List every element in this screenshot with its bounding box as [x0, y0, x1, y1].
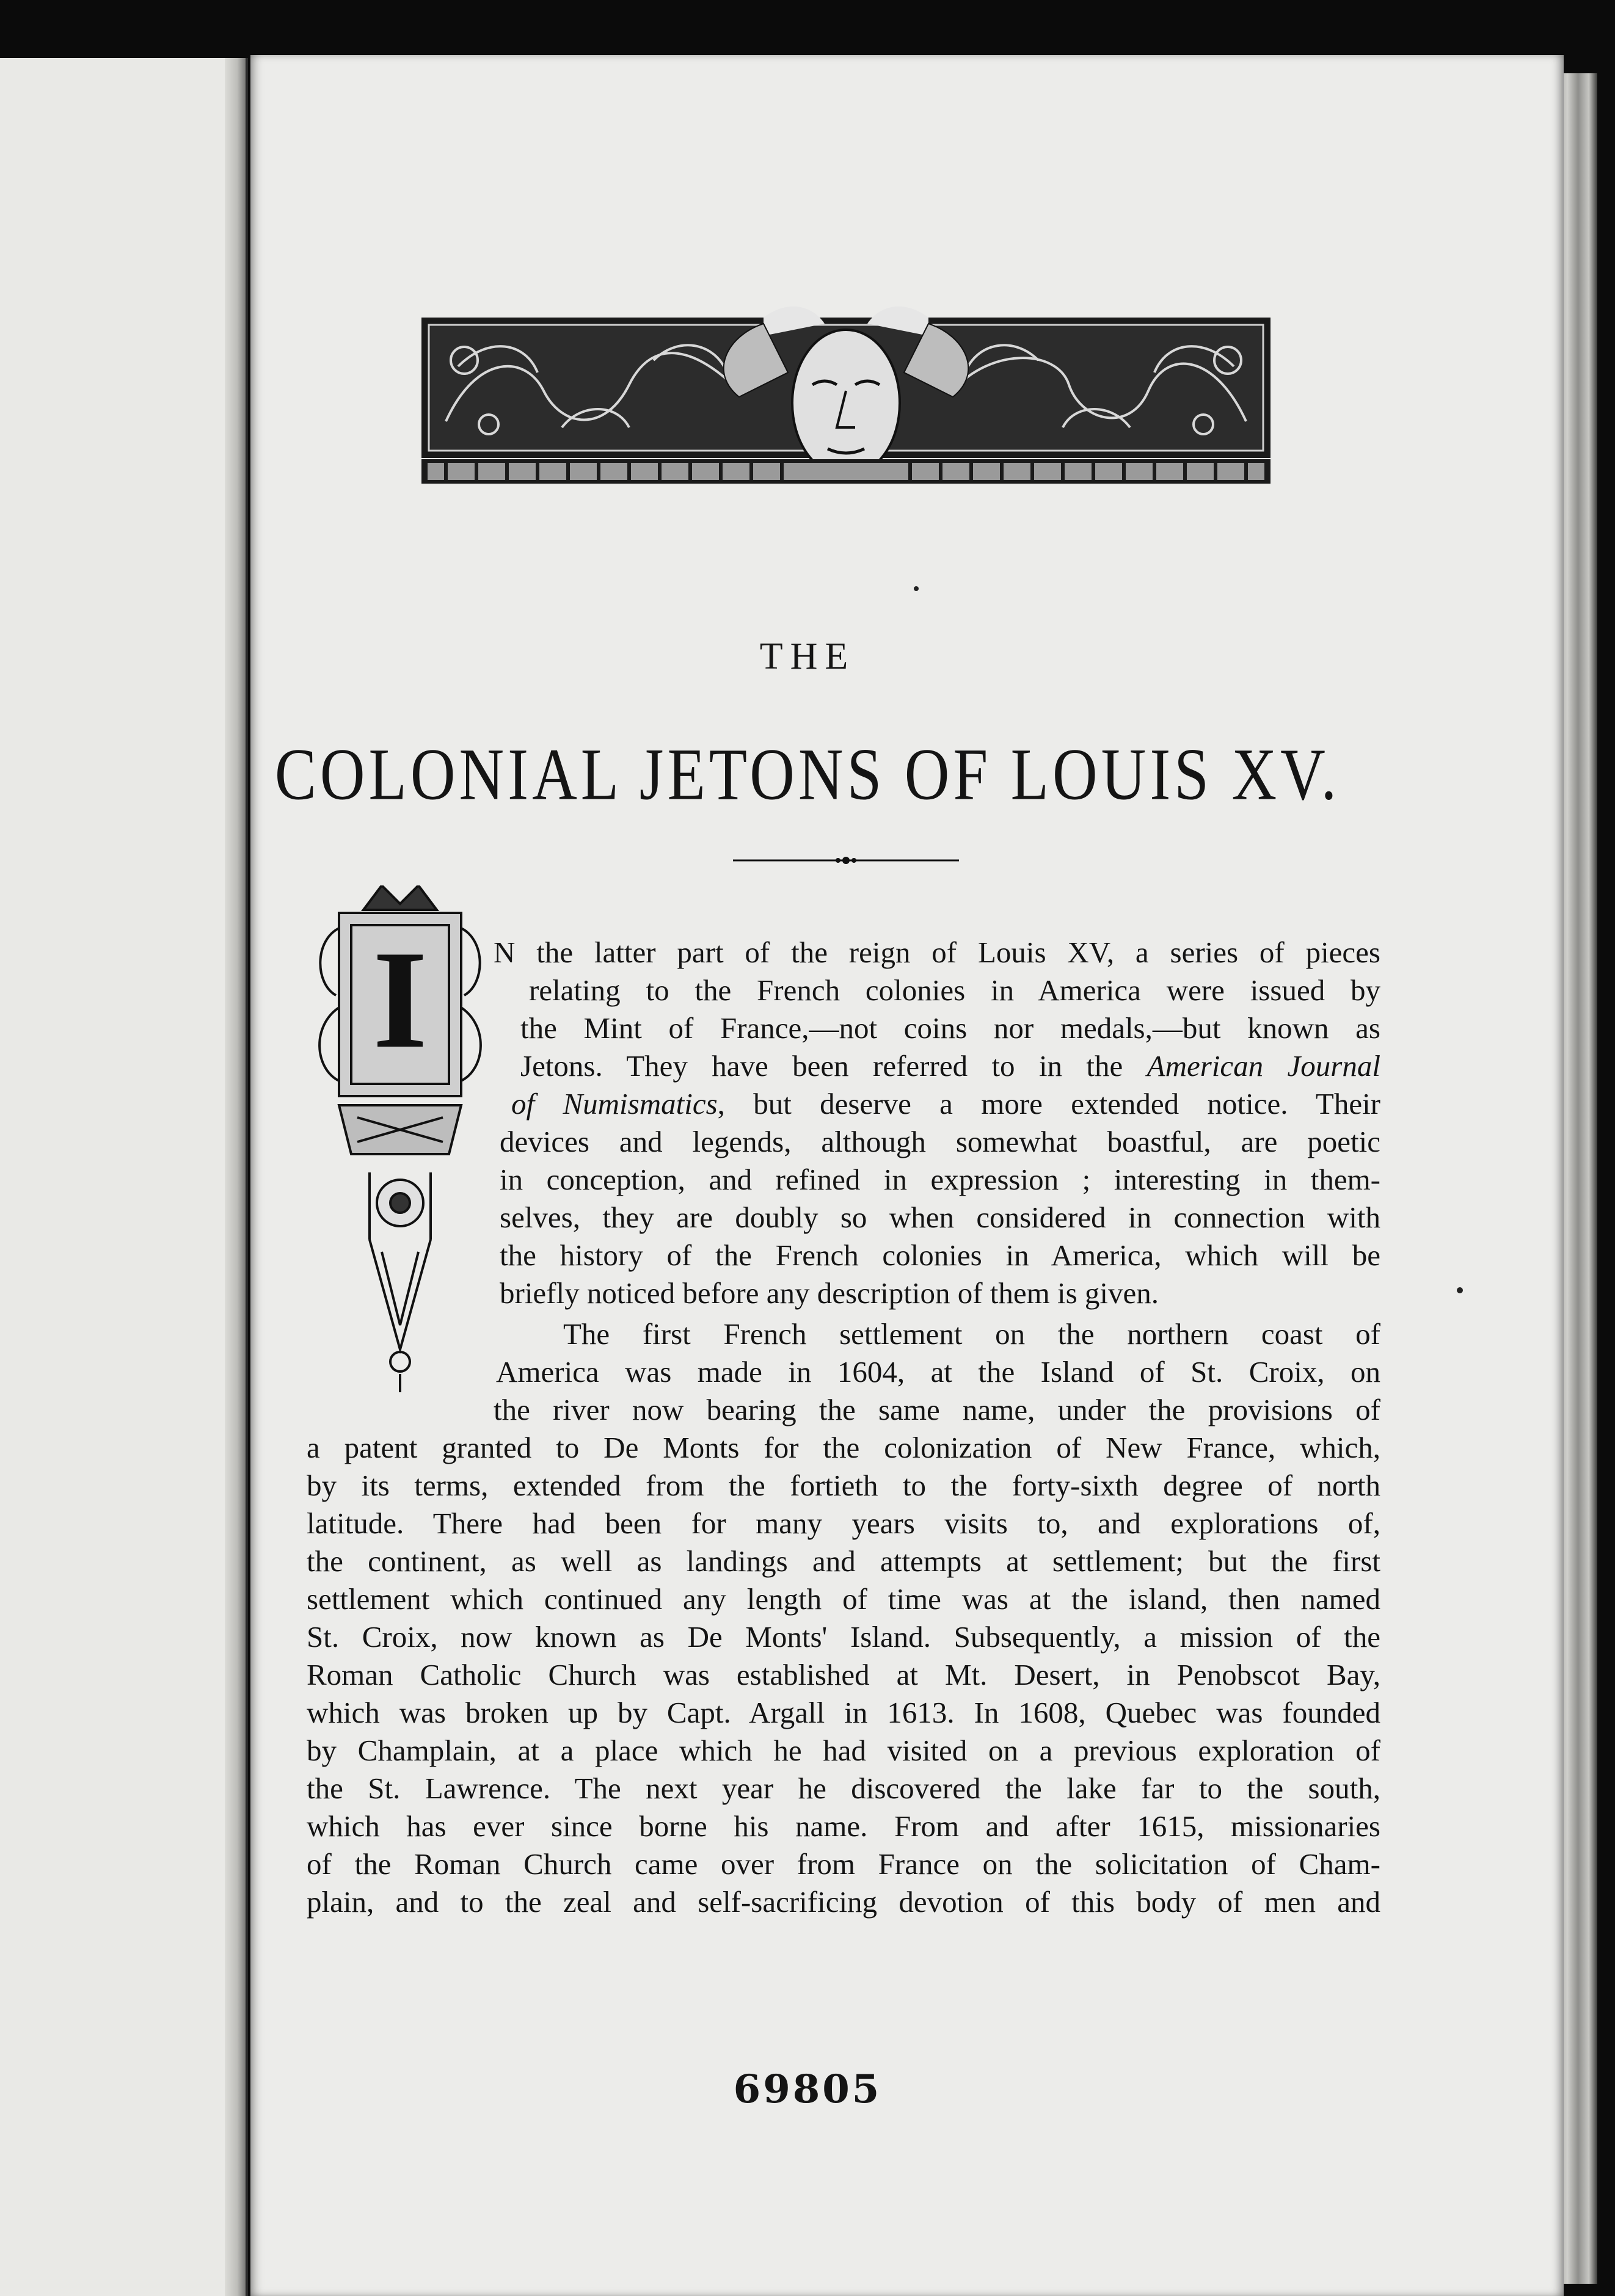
text-line: settlement which continued any length of time was at the island, then named [307, 1582, 1380, 1616]
text-line: the St. Lawrence. The next year he discovered the lake far to the south, [307, 1771, 1380, 1805]
text-line: St. Croix, now known as De Monts' Island. Subsequently, a mission of the [307, 1620, 1380, 1654]
text-line: of the Roman Church came over from France on the solicitation of Cham- [307, 1847, 1380, 1881]
text-line: by its terms, extended from the fortieth to the forty-sixth degree of north [307, 1469, 1380, 1502]
text-line: devices and legends, although somewhat boastful, are poetic [500, 1125, 1380, 1158]
text-line: of Numismatics, but deserve a more extended notice. Their [511, 1087, 1381, 1121]
text-line: latitude. There had been for many years visits to, and explorations of, [307, 1506, 1380, 1540]
text-line: Roman Catholic Church was established at Mt. Desert, in Penobscot Bay, [307, 1658, 1380, 1691]
text-line: in conception, and refined in expression ; interesting in them- [500, 1163, 1380, 1196]
journal-title: American Journal [1147, 1049, 1380, 1083]
ink-speck [914, 586, 919, 591]
text-line: a patent granted to De Monts for the colonization of New France, which, [307, 1431, 1380, 1464]
page-number: 69805 [733, 2066, 882, 2112]
text-line: Jetons. They have been referred to in the American Journal [520, 1049, 1380, 1083]
page-title: COLONIAL JETONS OF LOUIS XV. [274, 734, 1341, 816]
text-line: the continent, as well as landings and attempts at settlement; but the first [307, 1544, 1380, 1578]
pre-title: THE [759, 636, 856, 677]
text-line: by Champlain, at a place which he had visited on a previous exploration of [307, 1734, 1380, 1767]
text-line: N the latter part of the reign of Louis XV, a series of pieces [494, 935, 1380, 969]
drop-cap-ornament [302, 885, 498, 1392]
text-line: the Mint of France,—not coins nor medals,—but known as [520, 1011, 1380, 1045]
ornamental-rule [733, 855, 959, 866]
text-line: plain, and to the zeal and self-sacrificing devotion of this body of men and [307, 1885, 1380, 1919]
text-line: the history of the French colonies in America, which will be [500, 1238, 1380, 1272]
facing-page-edge [0, 58, 248, 2296]
text-line: briefly noticed before any description of them is given. [500, 1276, 1159, 1310]
text-line: The first French settlement on the northern coast of [563, 1317, 1380, 1351]
ornamental-headpiece [421, 299, 1270, 501]
ink-speck [1457, 1287, 1463, 1293]
text-line: selves, they are doubly so when considered in connection with [500, 1201, 1380, 1234]
journal-title: of Numismatics [511, 1087, 718, 1121]
text-line: which has ever since borne his name. From and after 1615, missionaries [307, 1809, 1380, 1843]
book-gutter [225, 58, 246, 2296]
text-line: relating to the French colonies in America were issued by [529, 973, 1380, 1007]
drop-cap-letter: I [373, 921, 428, 1077]
text-line: the river now bearing the same name, under the provisions of [494, 1393, 1380, 1426]
text-line: which was broken up by Capt. Argall in 1613. In 1608, Quebec was founded [307, 1696, 1380, 1729]
text-line: America was made in 1604, at the Island of St. Croix, on [496, 1355, 1380, 1389]
